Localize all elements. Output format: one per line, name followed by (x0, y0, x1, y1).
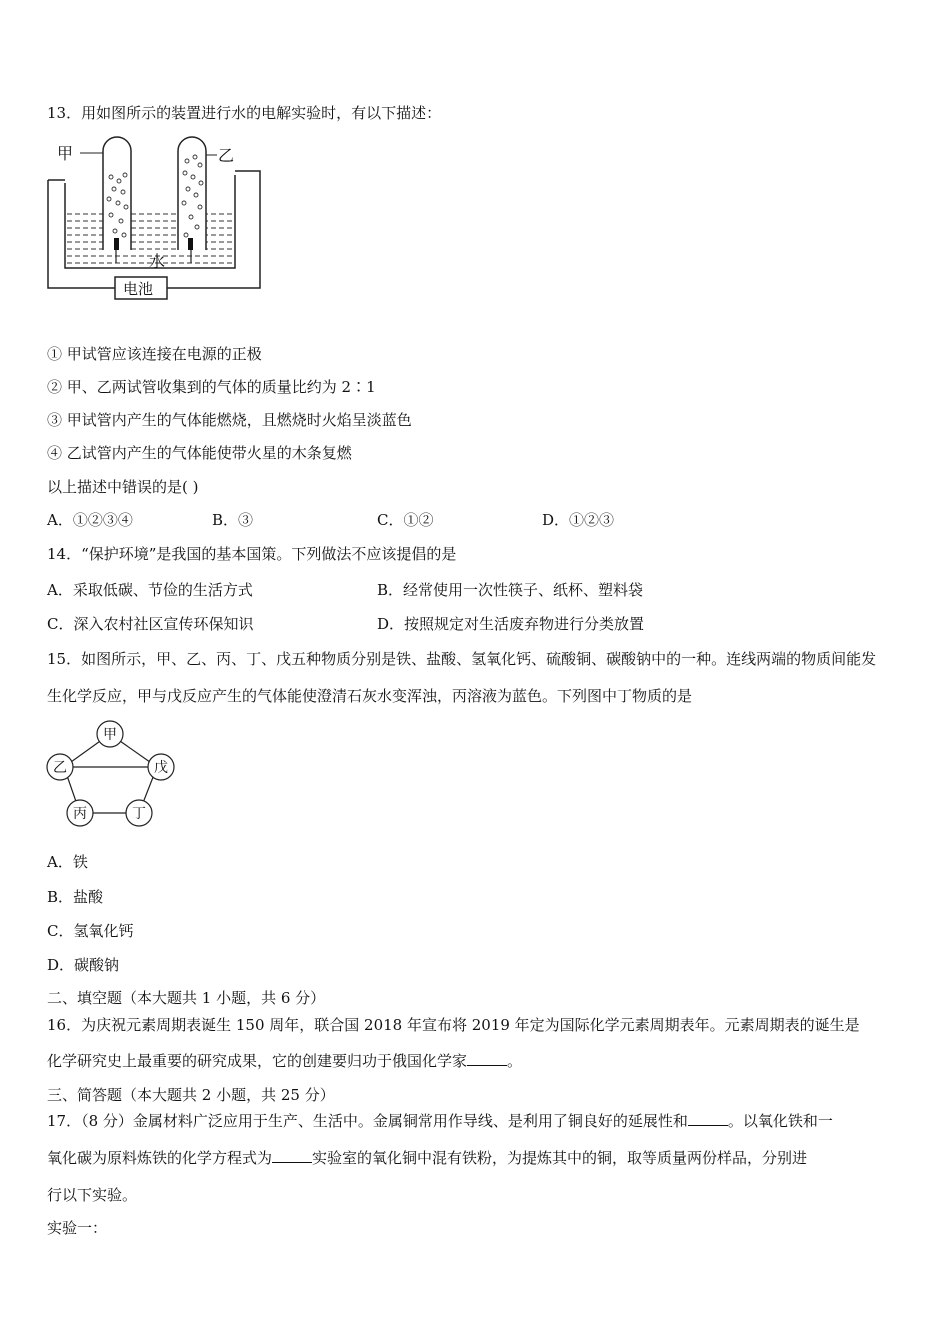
q13-statement-4: ④ 乙试管内产生的气体能使带火星的木条复燃 (47, 444, 352, 462)
q14-option-b: B．经常使用一次性筷子、纸杯、塑料袋 (377, 581, 644, 599)
water-label: 水 (149, 252, 166, 271)
q15-option-b: B．盐酸 (47, 888, 104, 906)
q13-stem: 13．用如图所示的装置进行水的电解实验时，有以下描述： (47, 104, 442, 122)
q15-option-c: C．氢氧化钙 (47, 922, 134, 940)
q13-statement-2: ② 甲、乙两试管收集到的气体的质量比约为 2∶1 (47, 378, 376, 396)
q15-stem-line2: 生化学反应，甲与戊反应产生的气体能使澄清石灰水变浑浊，丙溶液为蓝色。下列图中丁物质的是 (47, 687, 693, 705)
q16-end: 。 (507, 1052, 523, 1070)
q14-option-c: C．深入农村社区宣传环保知识 (47, 615, 254, 633)
q17-blank-2[interactable] (272, 1148, 312, 1163)
q14-option-a: A．采取低碳、节俭的生活方式 (47, 581, 253, 599)
tube-left-label: 甲 (57, 144, 74, 163)
electrolysis-figure (45, 135, 270, 305)
q13-prompt: 以上描述中错误的是( ) (47, 478, 199, 496)
node-ding: 丁 (132, 806, 146, 822)
q13-statement-3: ③ 甲试管内产生的气体能燃烧，且燃烧时火焰呈淡蓝色 (47, 411, 412, 429)
node-wu: 戊 (154, 760, 168, 776)
experiment-1-label: 实验一： (47, 1219, 108, 1237)
q17-line2 (47, 1148, 807, 1168)
q13-statement-1: ① 甲试管应该连接在电源的正极 (47, 345, 262, 363)
q15-option-a: A．铁 (47, 853, 88, 871)
q17-line2-text: 氧化碳为原料炼铁的化学方程式为 (47, 1149, 273, 1167)
q17-line2-end: 实验室的氧化铜中混有铁粉，为提炼其中的铜，取等质量两份样品，分别进 (312, 1149, 808, 1167)
q13-option-d: D．①②③ (542, 511, 615, 529)
node-jia: 甲 (103, 727, 117, 743)
q13-option-a: A．①②③④ (47, 511, 133, 529)
node-yi: 乙 (53, 760, 67, 776)
q17-line3: 行以下实验。 (47, 1186, 138, 1204)
section3-heading: 三、简答题（本大题共 2 小题，共 25 分） (47, 1086, 335, 1104)
q15-stem-line1: 15．如图所示，甲、乙、丙、丁、戊五种物质分别是铁、盐酸、氢氧化钙、硫酸铜、碳酸钠中的一种。连线两端的物质间能发 (47, 650, 877, 668)
q17-line1 (47, 1111, 833, 1131)
q15-option-d: D．碳酸钠 (47, 956, 120, 974)
q13-option-b: B．③ (212, 511, 254, 529)
tube-right-label: 乙 (218, 146, 235, 165)
q14-stem: 14．“保护环境”是我国的基本国策。下列做法不应该提倡的是 (47, 545, 457, 563)
battery-label: 电池 (123, 280, 154, 298)
q13-option-c: C．①② (377, 511, 434, 529)
q16-text: 化学研究史上最重要的研究成果，它的创建要归功于俄国化学家 (47, 1052, 468, 1070)
q17-blank-1[interactable] (688, 1111, 728, 1126)
pentagon-figure (40, 718, 190, 833)
q16-answer-blank[interactable] (467, 1051, 507, 1066)
section2-heading: 二、填空题（本大题共 1 小题，共 6 分） (47, 989, 326, 1007)
q17-line1-text: 17．（8 分）金属材料广泛应用于生产、生活中。金属铜常用作导线、是利用了铜良好的延展性和 (47, 1112, 688, 1130)
q16-line2 (47, 1051, 522, 1071)
q16-line1: 16．为庆祝元素周期表诞生 150 周年，联合国 2018 年宣布将 2019 年定为国际化学元素周期表年。元素周期表的诞生是 (47, 1016, 860, 1034)
node-bing: 丙 (73, 806, 87, 822)
q14-option-d: D．按照规定对生活废弃物进行分类放置 (377, 615, 645, 633)
q17-line1-end: 。以氧化铁和一 (727, 1112, 833, 1130)
